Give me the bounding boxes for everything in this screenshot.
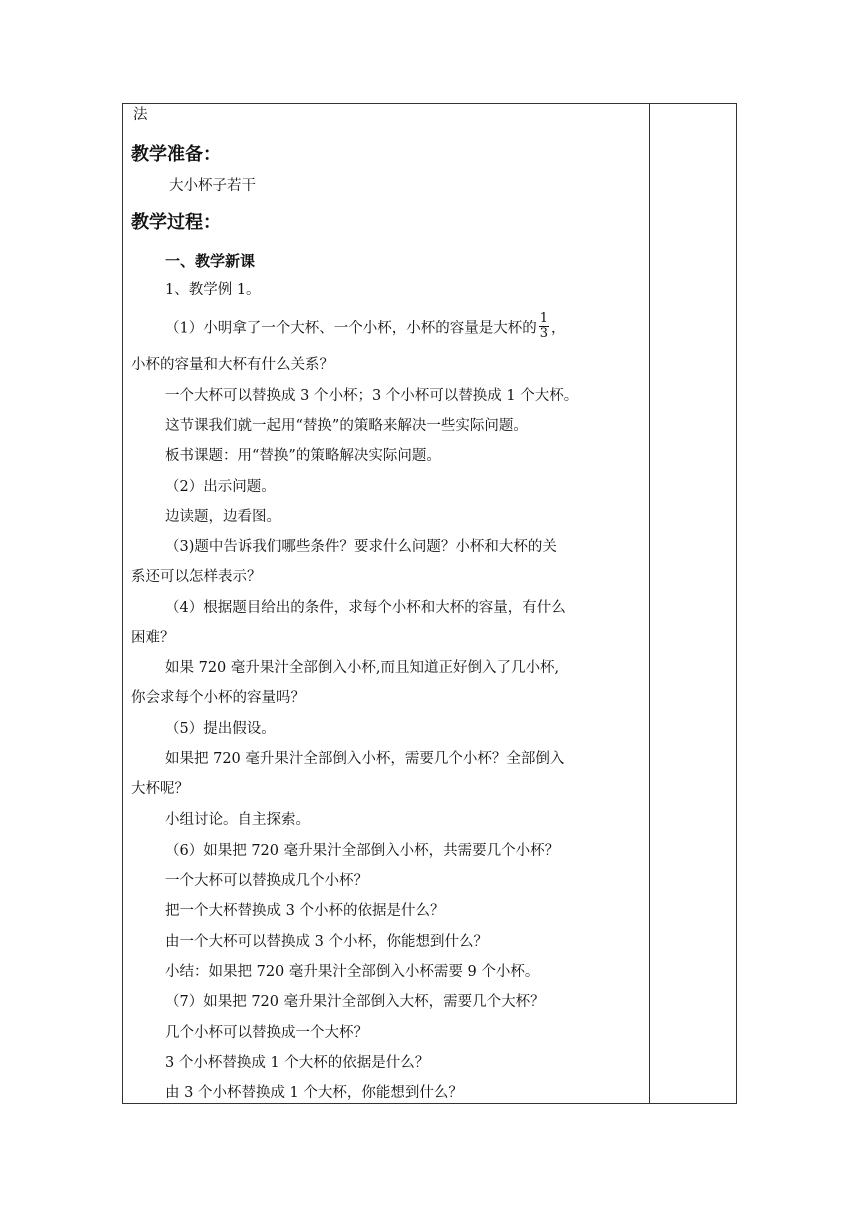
paragraph-line: 小杯的容量和大杯有什么关系？ bbox=[131, 357, 334, 373]
fraction-numerator: 1 bbox=[539, 311, 549, 326]
paragraph-line: （5）提出假设。 bbox=[165, 721, 276, 737]
paragraph-line: 几个小杯可以替换成一个大杯？ bbox=[165, 1025, 368, 1041]
example-title: 1、教学例 1。 bbox=[165, 282, 261, 298]
heading-process: 教学过程： bbox=[131, 212, 221, 233]
paragraph-line: 如果把 720 毫升果汁全部倒入小杯，需要几个小杯？全部倒入 bbox=[165, 751, 565, 767]
fraction-denominator: 3 bbox=[539, 326, 549, 341]
paragraph-line: 板书课题：用“替换”的策略解决实际问题。 bbox=[165, 448, 441, 464]
paragraph-line: 一个大杯可以替换成 3 个小杯；3 个小杯可以替换成 1 个大杯。 bbox=[165, 388, 579, 404]
paragraph-line: 大杯呢？ bbox=[131, 781, 189, 797]
notes-cell bbox=[650, 104, 736, 1103]
paragraph-line: 由 3 个小杯替换成 1 个大杯，你能想到什么？ bbox=[165, 1085, 463, 1101]
paragraph-line: （4）根据题目给出的条件，求每个小杯和大杯的容量，有什么 bbox=[165, 600, 566, 616]
paragraph-line: 如果 720 毫升果汁全部倒入小杯,而且知道正好倒入了几小杯, bbox=[165, 660, 560, 676]
paragraph-line: 3 个小杯替换成 1 个大杯的依据是什么？ bbox=[165, 1055, 430, 1071]
paragraph-line: （7）如果把 720 毫升果汁全部倒入大杯，需要几个大杯？ bbox=[165, 994, 545, 1010]
paragraph-text: ， bbox=[551, 320, 566, 337]
lesson-table bbox=[122, 103, 737, 1104]
lesson-content-cell bbox=[123, 104, 649, 1103]
paragraph-line: 你会求每个小杯的容量吗？ bbox=[131, 690, 305, 706]
paragraph-line: （6）如果把 720 毫升果汁全部倒入小杯，共需要几个小杯？ bbox=[165, 843, 560, 859]
paragraph-line: 困难？ bbox=[131, 630, 175, 646]
fraction bbox=[539, 312, 549, 341]
heading-preparation: 教学准备： bbox=[131, 144, 221, 165]
paragraph-line bbox=[165, 311, 566, 343]
paragraph-text: （1）小明拿了一个大杯、一个小杯，小杯的容量是大杯的 bbox=[165, 320, 537, 337]
paragraph-line: 边读题，边看图。 bbox=[165, 509, 281, 525]
paragraph-line: 把一个大杯替换成 3 个小杯的依据是什么？ bbox=[165, 903, 445, 919]
section-title: 一、教学新课 bbox=[165, 252, 256, 270]
paragraph-line: 系还可以怎样表示？ bbox=[131, 569, 262, 585]
paragraph-line: 由一个大杯可以替换成 3 个小杯，你能想到什么？ bbox=[165, 934, 488, 950]
paragraph-line: （2）出示问题。 bbox=[165, 479, 276, 495]
paragraph-line: 这节课我们就一起用“替换”的策略来解决一些实际问题。 bbox=[165, 418, 528, 434]
text-line: 法 bbox=[133, 107, 148, 123]
paragraph-line: 小结：如果把 720 毫升果汁全部倒入小杯需要 9 个小杯。 bbox=[165, 964, 540, 980]
paragraph-line: 一个大杯可以替换成几个小杯？ bbox=[165, 873, 368, 889]
paragraph-line: 小组讨论。自主探索。 bbox=[165, 812, 310, 828]
paragraph-line: （3)题中告诉我们哪些条件？要求什么问题？小杯和大杯的关 bbox=[165, 539, 557, 555]
preparation-content: 大小杯子若干 bbox=[169, 178, 256, 194]
